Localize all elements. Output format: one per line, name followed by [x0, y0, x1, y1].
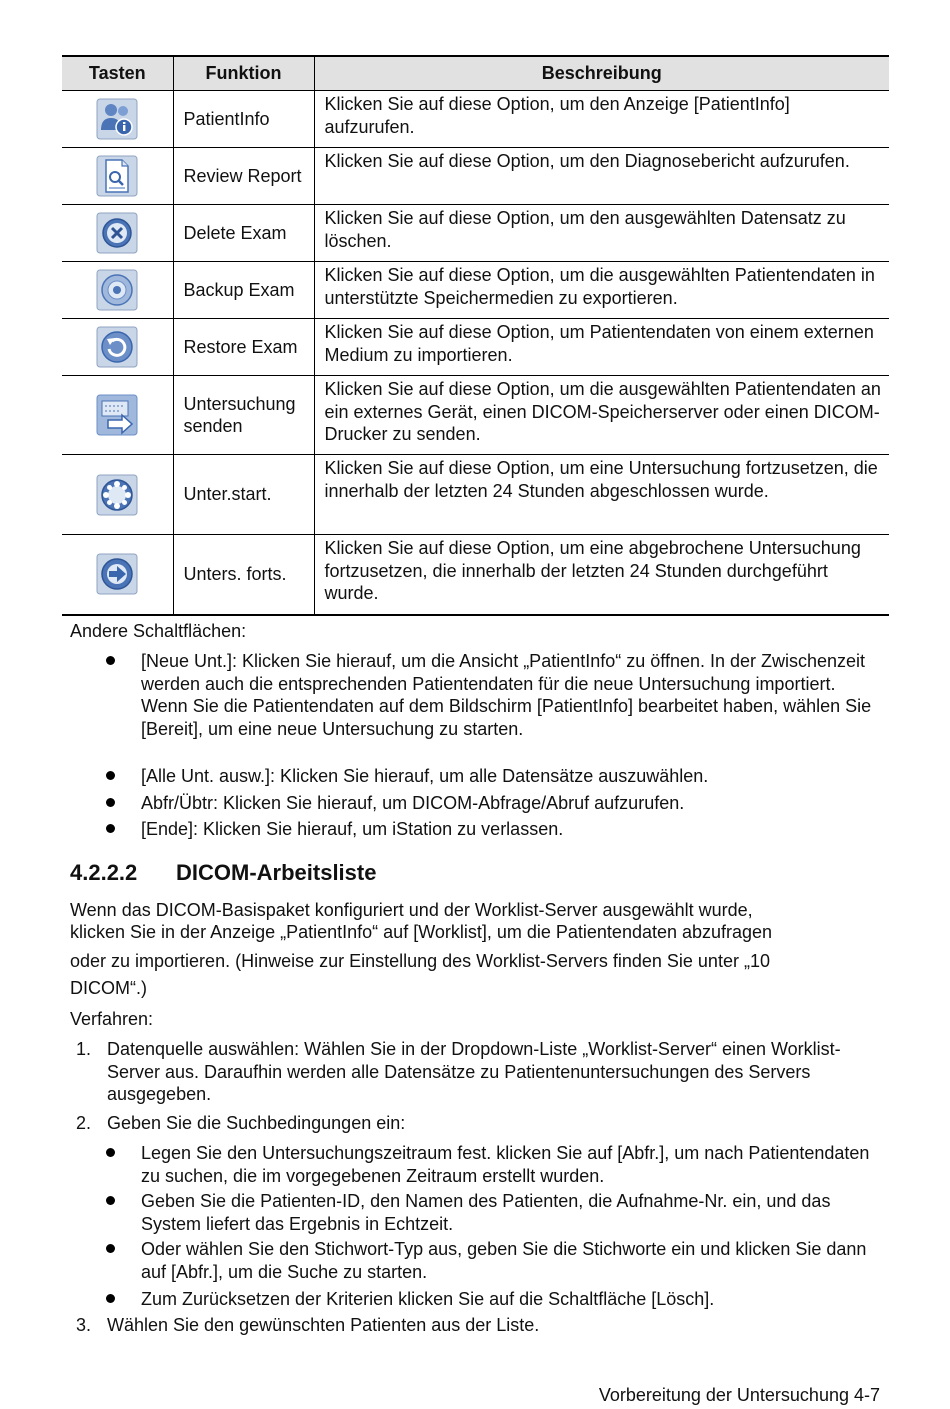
sub-bullet-item: Geben Sie die Patienten-ID, den Namen des Patienten, die Aufnahme-Nr. ein, und das System liefert das Ergebnis in Echtzeit. [141, 1191, 831, 1234]
buttons-table [62, 55, 889, 616]
function-label: Review Report [173, 148, 314, 205]
function-label: Backup Exam [173, 262, 314, 319]
restore-exam-icon [96, 326, 138, 368]
backup-exam-icon [96, 269, 138, 311]
header-funktion: Funktion [173, 56, 314, 91]
send-exam-icon [96, 394, 138, 436]
step-text: Datenquelle auswählen: Wählen Sie in der Dropdown-Liste „Worklist-Server“ einen Worklist-Server aus. Daraufhin werden alle Datensätze zu Patientenuntersuchungen des Servers ausgegeben. [107, 1039, 841, 1104]
header-tasten: Tasten [62, 56, 173, 91]
function-label: Unters. forts. [173, 535, 314, 615]
step-text: Geben Sie die Suchbedingungen ein: [107, 1113, 406, 1133]
description: Klicken Sie auf diese Option, um eine abgebrochene Untersuchung fortzusetzen, die innerhalb der letzten 24 Stunden durchgeführt wurde. [314, 535, 889, 615]
bullet-item: [Ende]: Klicken Sie hierauf, um iStation zu verlassen. [141, 819, 564, 839]
function-label: Unter.start. [173, 455, 314, 535]
procedure-label: Verfahren: [70, 1009, 154, 1029]
section-number: 4.2.2.2 [70, 860, 138, 885]
sub-bullet-item: Zum Zurücksetzen der Kriterien klicken Sie auf die Schaltfläche [Lösch]. [141, 1289, 715, 1309]
delete-exam-icon [96, 212, 138, 254]
bullet-dot [106, 1148, 115, 1157]
review-report-icon [96, 155, 138, 197]
table-row [62, 262, 889, 319]
step-number: 1. [76, 1039, 92, 1059]
description: Klicken Sie auf diese Option, um die ausgewählten Patientendaten an ein externes Gerät, einen DICOM-Speicherserver oder einen DICOM-Drucker zu senden. [314, 376, 889, 455]
step-text: Wählen Sie den gewünschten Patienten aus der Liste. [107, 1315, 540, 1335]
intro-line: klicken Sie in der Anzeige „PatientInfo“ auf [Worklist], um die Patientendaten abzufragen [70, 922, 773, 942]
bullet-dot [106, 1294, 115, 1303]
page-footer: Vorbereitung der Untersuchung 4-7 [598, 1385, 880, 1405]
header-beschreibung: Beschreibung [314, 56, 889, 91]
description: Klicken Sie auf diese Option, um den ausgewählten Datensatz zu löschen. [314, 205, 889, 262]
intro-line: oder zu importieren. (Hinweise zur Einstellung des Worklist-Servers finden Sie unter „10 [70, 951, 770, 971]
table-row [62, 91, 889, 148]
function-label: Restore Exam [173, 319, 314, 376]
start-exam-icon [96, 474, 138, 516]
description: Klicken Sie auf diese Option, um den Anzeige [PatientInfo] aufzurufen. [314, 91, 889, 148]
bullet-dot [106, 824, 115, 833]
sub-bullet-item: Oder wählen Sie den Stichwort-Typ aus, geben Sie die Stichworte ein und klicken Sie dann auf [Abfr.], um die Suche zu starten. [141, 1239, 867, 1282]
sub-bullet-item: Legen Sie den Untersuchungszeitraum fest. klicken Sie auf [Abfr.], um nach Patientendaten zu suchen, die im vorgegebenen Zeitraum erstellt wurden. [141, 1143, 870, 1186]
other-buttons-intro: Andere Schaltflächen: [70, 621, 247, 641]
step-number: 2. [76, 1113, 92, 1133]
bullet-dot [106, 656, 115, 665]
description: Klicken Sie auf diese Option, um Patientendaten von einem externen Medium zu importieren. [314, 319, 889, 376]
description: Klicken Sie auf diese Option, um den Diagnosebericht aufzurufen. [314, 148, 889, 205]
table-row [62, 455, 889, 535]
continue-exam-icon [96, 553, 138, 595]
bullet-item: [Alle Unt. ausw.]: Klicken Sie hierauf, um alle Datensätze auszuwählen. [141, 766, 709, 786]
intro-line: Wenn das DICOM-Basispaket konfiguriert und der Worklist-Server ausgewählt wurde, [70, 900, 753, 920]
table-row [62, 376, 889, 455]
step-number: 3. [76, 1315, 92, 1335]
table-row [62, 535, 889, 615]
description: Klicken Sie auf diese Option, um die ausgewählten Patientendaten in unterstützte Speichermedien zu exportieren. [314, 262, 889, 319]
patient-info-icon [96, 98, 138, 140]
table-row [62, 319, 889, 376]
function-label: PatientInfo [173, 91, 314, 148]
table-header-row [62, 56, 889, 91]
table-row [62, 205, 889, 262]
bullet-dot [106, 1196, 115, 1205]
intro-line: DICOM“.) [70, 978, 147, 998]
function-label: Delete Exam [173, 205, 314, 262]
bullet-item: [Neue Unt.]: Klicken Sie hierauf, um die Ansicht „PatientInfo“ zu öffnen. In der Zwischenzeit werden auch die entsprechenden Patientendaten für die neue Untersuchung importiert. Wenn Sie die Patientendaten auf dem Bildschirm [PatientInfo] bearbeitet haben, wählen Sie [Bereit], um eine neue Untersuchung zu starten. [141, 651, 872, 739]
section-title: DICOM-Arbeitsliste [176, 860, 377, 885]
bullet-dot [106, 1244, 115, 1253]
description: Klicken Sie auf diese Option, um eine Untersuchung fortzusetzen, die innerhalb der letzten 24 Stunden abgeschlossen wurde. [314, 455, 889, 535]
table-row [62, 148, 889, 205]
bullet-dot [106, 798, 115, 807]
bullet-dot [106, 771, 115, 780]
function-label: Untersuchung senden [173, 376, 314, 455]
bullet-item: Abfr/Übtr: Klicken Sie hierauf, um DICOM-Abfrage/Abruf aufzurufen. [141, 793, 685, 813]
